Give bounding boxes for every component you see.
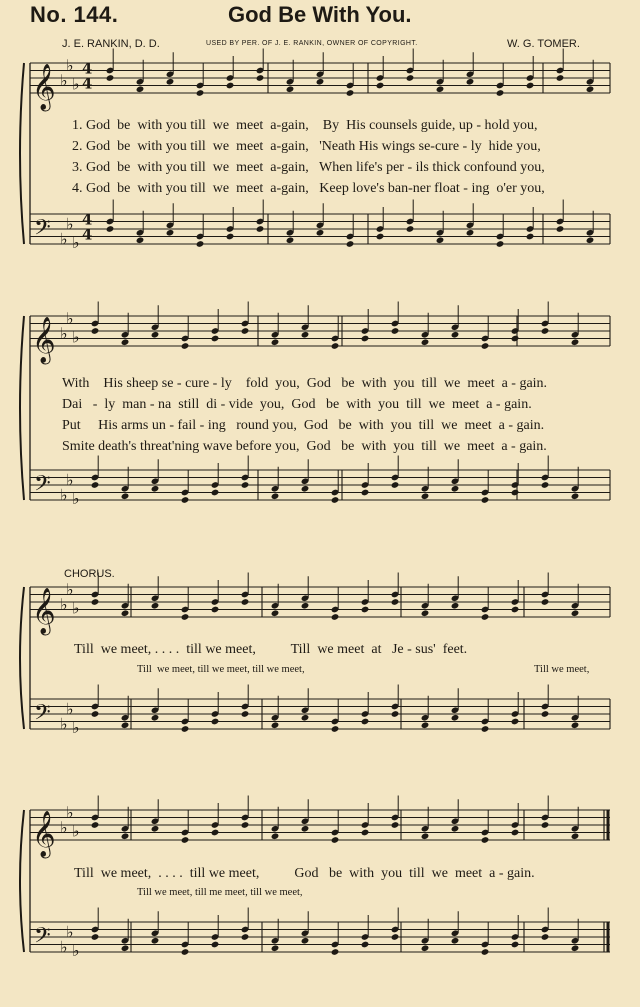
verse-2-line-b: Dai - ly man - na still di - vide you, God be with you till we meet a - gain. — [62, 397, 532, 412]
chorus-line-2: Till we meet, . . . . till we meet, God be with you till we meet a - gain. — [74, 866, 535, 881]
bass-note — [151, 937, 160, 945]
treble-note — [571, 609, 580, 617]
treble-note — [106, 74, 115, 82]
composer-credit: W. G. TOMER. — [507, 38, 580, 50]
treble-note — [226, 82, 235, 90]
bass-note — [541, 933, 550, 941]
flat-sign: ♭ — [60, 229, 68, 249]
treble-note — [496, 89, 505, 97]
verse-3-line-b: Put His arms un - fail - ing round you, God be with you till we meet a - gain. — [62, 418, 545, 433]
bass-note — [451, 937, 460, 945]
bass-note — [361, 718, 370, 726]
bass-note — [91, 710, 100, 718]
treble-note — [181, 613, 190, 621]
bass-note — [91, 933, 100, 941]
treble-note — [541, 598, 550, 606]
bass-note — [121, 944, 130, 952]
system-brace — [20, 316, 24, 500]
treble-clef: 𝄞 — [32, 64, 56, 110]
copyright-note: USED BY PER. OF J. E. RANKIN, OWNER OF COPYRIGHT. — [206, 40, 418, 47]
time-signature: 4 — [82, 59, 93, 78]
bass-note — [211, 941, 220, 949]
treble-note — [331, 613, 340, 621]
bass-note — [241, 933, 250, 941]
bass-note — [511, 941, 520, 949]
bass-note — [121, 721, 130, 729]
bass-note — [181, 948, 190, 956]
bass-note — [376, 233, 385, 241]
treble-note — [391, 327, 400, 335]
treble-note — [241, 598, 250, 606]
bass-clef: 𝄢 — [34, 471, 51, 502]
verse-2-line-a: 2. God be with you till we meet a-gain, 'Neath His wings se-cure - ly hide you, — [72, 139, 541, 154]
bass-note — [511, 489, 520, 497]
verse-4-line-a: 4. God be with you till we meet a-gain, Keep love's ban-ner float - ing o'er you, — [72, 181, 545, 196]
treble-note — [361, 606, 370, 614]
bass-note — [301, 485, 310, 493]
bass-note — [421, 944, 430, 952]
treble-note — [331, 836, 340, 844]
bass-note — [196, 240, 205, 248]
bass-note — [211, 489, 220, 497]
treble-note — [451, 602, 460, 610]
flat-sign: ♭ — [72, 74, 80, 94]
treble-note — [541, 821, 550, 829]
time-signature: 4 — [82, 210, 93, 229]
treble-note — [121, 832, 130, 840]
bass-clef: 𝄢 — [34, 215, 51, 246]
flat-sign: ♭ — [72, 327, 80, 347]
bass-note — [241, 710, 250, 718]
bass-note — [556, 225, 565, 233]
flat-sign: ♭ — [72, 941, 80, 960]
time-signature: 4 — [82, 225, 93, 244]
bass-note — [481, 948, 490, 956]
treble-note — [406, 74, 415, 82]
treble-clef: 𝄞 — [32, 588, 56, 634]
flat-sign: ♭ — [66, 55, 74, 75]
bass-note — [511, 718, 520, 726]
verse-3-line-a: 3. God be with you till we meet a-gain, When life's per - ils thick confound you, — [72, 160, 545, 175]
treble-note — [511, 829, 520, 837]
treble-note — [481, 342, 490, 350]
flat-sign: ♭ — [66, 699, 74, 719]
treble-note — [166, 78, 175, 86]
chorus-line-1: Till we meet, . . . . till we meet, Till we meet at Je - sus' feet. — [74, 642, 468, 657]
bass-note — [451, 714, 460, 722]
bass-note — [571, 944, 580, 952]
treble-note — [421, 832, 430, 840]
bass-note — [466, 229, 475, 237]
treble-note — [466, 78, 475, 86]
treble-note — [391, 598, 400, 606]
bass-note — [106, 225, 115, 233]
bass-note — [331, 725, 340, 733]
flat-sign: ♭ — [66, 470, 74, 490]
bass-note — [301, 937, 310, 945]
bass-note — [346, 240, 355, 248]
flat-sign: ♭ — [72, 821, 80, 841]
bass-note — [211, 718, 220, 726]
treble-note — [346, 89, 355, 97]
treble-note — [181, 836, 190, 844]
bass-note — [541, 481, 550, 489]
treble-note — [586, 85, 595, 93]
bass-note — [151, 714, 160, 722]
treble-note — [211, 335, 220, 343]
treble-note — [556, 74, 565, 82]
treble-note — [286, 85, 295, 93]
hymn-title: God Be With You. — [228, 2, 412, 27]
treble-note — [571, 338, 580, 346]
author-credit: J. E. RANKIN, D. D. — [62, 38, 160, 50]
treble-note — [196, 89, 205, 97]
treble-note — [361, 335, 370, 343]
bass-note — [136, 236, 145, 244]
treble-note — [301, 825, 310, 833]
bass-note — [181, 725, 190, 733]
bass-clef: 𝄢 — [34, 923, 51, 954]
chorus-label: CHORUS. — [64, 568, 115, 580]
bass-note — [301, 714, 310, 722]
treble-note — [271, 609, 280, 617]
treble-note — [181, 342, 190, 350]
bass-note — [391, 481, 400, 489]
bass-note — [91, 481, 100, 489]
flat-sign: ♭ — [72, 489, 80, 508]
system-brace — [20, 587, 24, 729]
time-signature: 4 — [82, 74, 93, 93]
bass-note — [391, 933, 400, 941]
bass-note — [226, 233, 235, 241]
bass-note — [451, 485, 460, 493]
bass-note — [256, 225, 265, 233]
bass-note — [121, 492, 130, 500]
treble-note — [481, 836, 490, 844]
treble-note — [121, 338, 130, 346]
bass-note — [331, 496, 340, 504]
treble-note — [526, 82, 535, 90]
chorus-echo-2: Till we meet, till me meet, till we meet, — [137, 887, 303, 898]
flat-sign: ♭ — [60, 937, 68, 957]
flat-sign: ♭ — [66, 308, 74, 328]
flat-sign: ♭ — [66, 802, 74, 822]
flat-sign: ♭ — [60, 817, 68, 837]
flat-sign: ♭ — [60, 714, 68, 734]
verse-4-line-b: Smite death's threat'ning wave before you, God be with you till we meet a - gain. — [62, 439, 547, 454]
bass-note — [526, 233, 535, 241]
treble-note — [571, 832, 580, 840]
treble-note — [451, 331, 460, 339]
treble-note — [136, 85, 145, 93]
bass-note — [271, 492, 280, 500]
treble-note — [151, 602, 160, 610]
bass-note — [331, 948, 340, 956]
treble-note — [91, 821, 100, 829]
treble-note — [376, 82, 385, 90]
bass-note — [151, 485, 160, 493]
flat-sign: ♭ — [60, 594, 68, 614]
treble-note — [151, 331, 160, 339]
treble-note — [211, 606, 220, 614]
flat-sign: ♭ — [66, 214, 74, 234]
treble-note — [511, 335, 520, 343]
treble-note — [331, 342, 340, 350]
bass-note — [271, 721, 280, 729]
flat-sign: ♭ — [72, 598, 80, 618]
bass-note — [586, 236, 595, 244]
bass-note — [361, 489, 370, 497]
bass-note — [361, 941, 370, 949]
treble-note — [361, 829, 370, 837]
treble-clef: 𝄞 — [32, 811, 56, 857]
bass-note — [571, 492, 580, 500]
system-brace — [20, 810, 24, 952]
treble-note — [421, 338, 430, 346]
bass-note — [421, 492, 430, 500]
treble-note — [421, 609, 430, 617]
bass-note — [541, 710, 550, 718]
bass-note — [421, 721, 430, 729]
flat-sign: ♭ — [66, 579, 74, 599]
treble-note — [271, 832, 280, 840]
verse-1-line-b: With His sheep se - cure - ly fold you, God be with you till we meet a - gain. — [62, 376, 548, 391]
system-brace — [20, 63, 24, 244]
treble-note — [391, 821, 400, 829]
treble-note — [316, 78, 325, 86]
treble-note — [91, 598, 100, 606]
treble-note — [301, 331, 310, 339]
hymn-number: No. 144. — [30, 2, 119, 27]
treble-clef: 𝄞 — [32, 317, 56, 363]
bass-clef: 𝄢 — [34, 700, 51, 731]
bass-note — [241, 481, 250, 489]
chorus-echo-1: Till we meet, till we meet, till we meet, — [137, 664, 305, 675]
bass-note — [406, 225, 415, 233]
flat-sign: ♭ — [72, 233, 80, 252]
flat-sign: ♭ — [60, 70, 68, 90]
treble-note — [511, 606, 520, 614]
treble-note — [271, 338, 280, 346]
treble-note — [451, 825, 460, 833]
chorus-echo-1-end: Till we meet, — [534, 664, 590, 675]
treble-note — [256, 74, 265, 82]
bass-note — [181, 496, 190, 504]
bass-note — [571, 721, 580, 729]
bass-note — [271, 944, 280, 952]
bass-note — [166, 229, 175, 237]
treble-note — [481, 613, 490, 621]
bass-note — [481, 496, 490, 504]
bass-note — [391, 710, 400, 718]
treble-note — [241, 821, 250, 829]
flat-sign: ♭ — [60, 485, 68, 505]
bass-note — [481, 725, 490, 733]
treble-note — [301, 602, 310, 610]
bass-note — [496, 240, 505, 248]
flat-sign: ♭ — [72, 718, 80, 737]
verse-1-line-a: 1. God be with you till we meet a-gain, By His counsels guide, up - hold you, — [72, 118, 538, 133]
treble-note — [91, 327, 100, 335]
flat-sign: ♭ — [66, 922, 74, 942]
bass-note — [286, 236, 295, 244]
bass-note — [436, 236, 445, 244]
treble-note — [121, 609, 130, 617]
bass-note — [316, 229, 325, 237]
treble-note — [436, 85, 445, 93]
treble-note — [151, 825, 160, 833]
treble-note — [211, 829, 220, 837]
treble-note — [241, 327, 250, 335]
flat-sign: ♭ — [60, 323, 68, 343]
treble-note — [541, 327, 550, 335]
